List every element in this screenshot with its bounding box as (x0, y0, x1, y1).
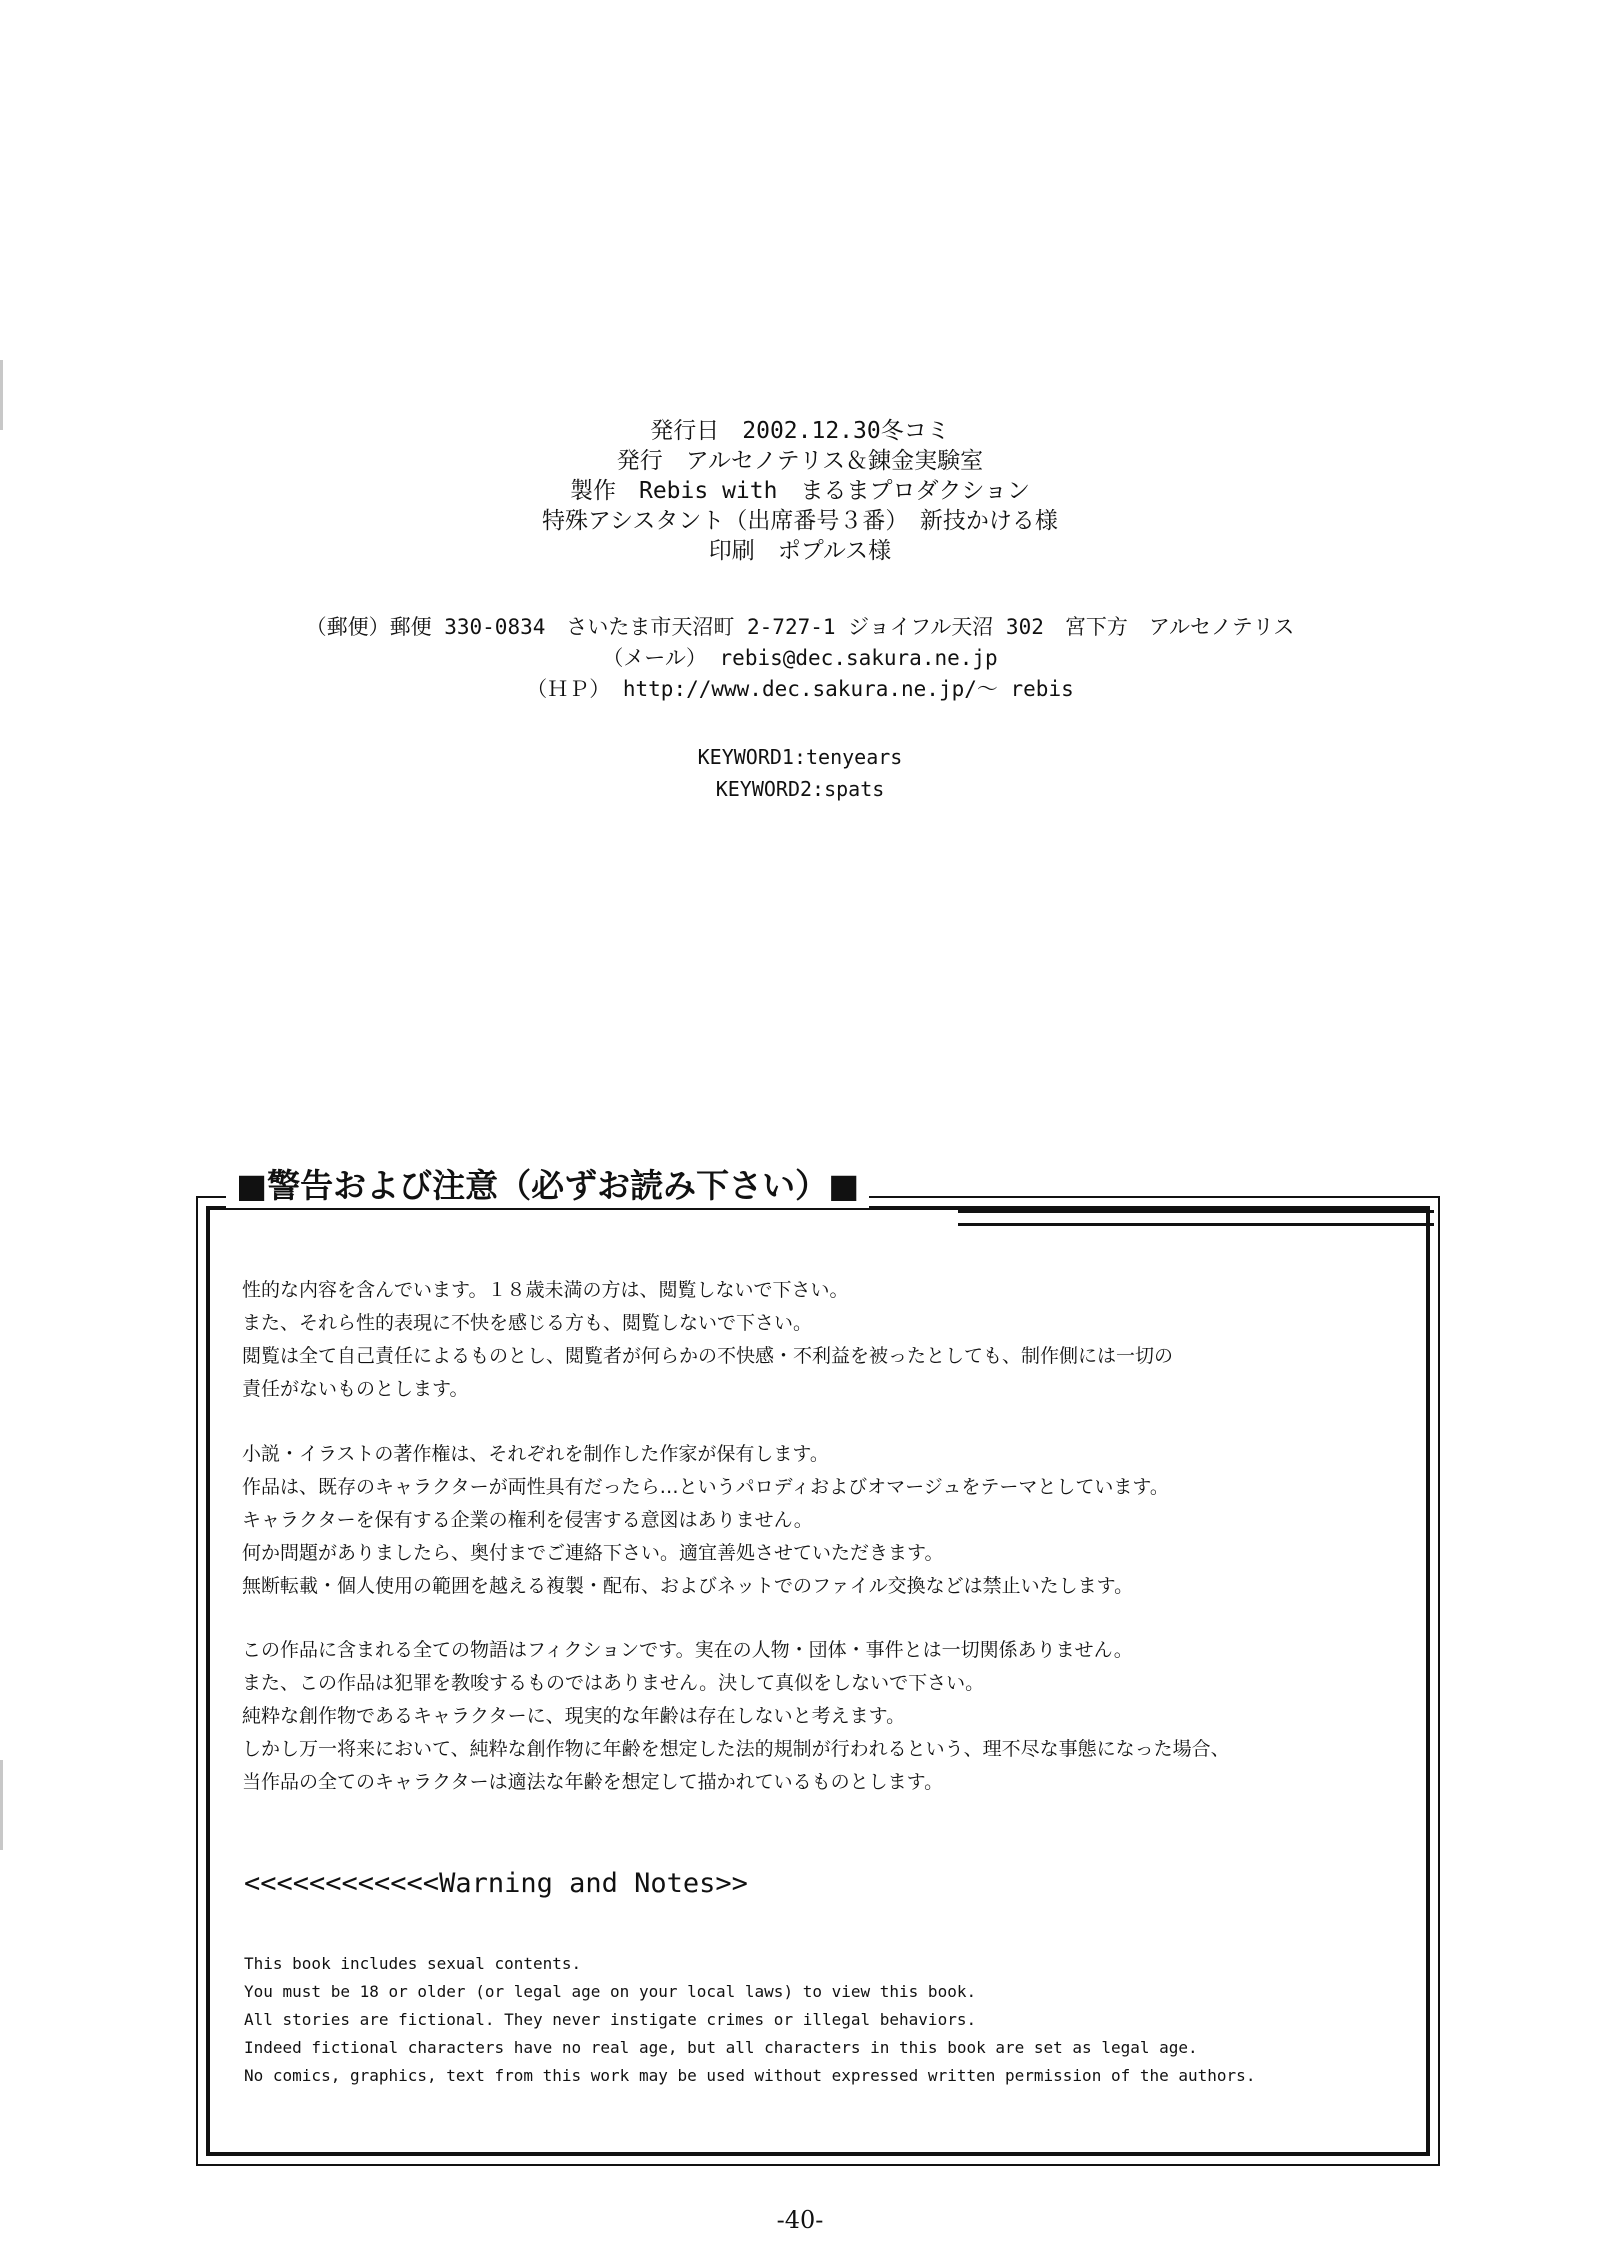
keywords (0, 741, 1600, 805)
warning-line: 無断転載・個人使用の範囲を越える複製・配布、およびネットでのファイル交換などは禁止いたします。 (242, 1575, 1134, 1597)
warning-line: 小説・イラストの著作権は、それぞれを制作した作家が保有します。 (242, 1443, 829, 1465)
warning-heading: ■警告および注意（必ずお読み下さい）■ (226, 1164, 869, 1208)
heading-double-rule (958, 1210, 1434, 1226)
english-warning-line: This book includes sexual contents. (244, 1954, 582, 1973)
email-address: （メール） rebis@dec.sakura.ne.jp (602, 646, 998, 670)
page-number: -40- (776, 2206, 824, 2234)
contact-info (0, 612, 1600, 705)
colophon-publisher: 発行 アルセノテリス＆錬金実験室 (616, 448, 984, 474)
keyword-1: KEYWORD1:tenyears (697, 745, 903, 769)
warning-line: また、この作品は犯罪を教唆するものではありません。決して真似をしないで下さい。 (242, 1672, 985, 1694)
colophon (0, 416, 1600, 566)
english-warning-line: All stories are fictional. They never instigate crimes or illegal behaviors. (244, 2010, 977, 2029)
warning-box (196, 1166, 1440, 2166)
warning-line: 性的な内容を含んでいます。１８歳未満の方は、閲覧しないで下さい。 (242, 1279, 849, 1301)
warning-line: 作品は、既存のキャラクターが両性具有だったら…というパロディおよびオマージュをテーマとしています。 (242, 1476, 1169, 1498)
english-warning-line: No comics, graphics, text from this work may be used without expressed written permission of the authors. (244, 2066, 1256, 2085)
warning-paragraph-3 (242, 1634, 1392, 1799)
keyword-2: KEYWORD2:spats (715, 777, 885, 801)
warning-line: 何か問題がありましたら、奥付までご連絡下さい。適宜善処させていただきます。 (242, 1542, 944, 1564)
colophon-printer: 印刷 ポプルス様 (708, 538, 892, 564)
warning-paragraph-1 (242, 1274, 1392, 1406)
warning-line: 当作品の全てのキャラクターは適法な年齢を想定して描かれているものとします。 (242, 1771, 944, 1793)
homepage-url: （ＨＰ） http://www.dec.sakura.ne.jp/～ rebis (526, 677, 1074, 701)
warning-line: 責任がないものとします。 (242, 1378, 469, 1400)
warning-line: しかし万一将来において、純粋な創作物に年齢を想定した法的規制が行われるという、理不尽な事態になった場合、 (242, 1738, 1230, 1760)
warning-line: この作品に含まれる全ての物語はフィクションです。実在の人物・団体・事件とは一切関係ありません。 (242, 1639, 1133, 1661)
warning-line: 閲覧は全て自己責任によるものとし、閲覧者が何らかの不快感・不利益を被ったとしても、制作側には一切の (242, 1345, 1174, 1367)
warning-line: また、それら性的表現に不快を感じる方も、閲覧しないで下さい。 (242, 1312, 813, 1334)
warning-line: キャラクターを保有する企業の権利を侵害する意図はありません。 (242, 1509, 813, 1531)
english-warning-heading: <<<<<<<<<<<<Warning and Notes>> (244, 1868, 748, 1899)
scan-edge-mark (0, 1760, 3, 1850)
english-warning-text (244, 1950, 1404, 2090)
warning-line: 純粋な創作物であるキャラクターに、現実的な年齢は存在しないと考えます。 (242, 1705, 906, 1727)
colophon-assistant: 特殊アシスタント（出席番号３番） 新技かける様 (542, 508, 1058, 534)
postal-address: （郵便）郵便 330-0834 さいたま市天沼町 2-727-1 ジョイフル天沼 302 宮下方 アルセノテリス (305, 615, 1295, 639)
english-warning-line: Indeed fictional characters have no real age, but all characters in this book are set as legal age. (244, 2038, 1198, 2057)
warning-paragraph-2 (242, 1438, 1392, 1603)
colophon-date: 発行日 2002.12.30冬コミ (650, 418, 950, 444)
english-warning-line: You must be 18 or older (or legal age on your local laws) to view this book. (244, 1982, 977, 2001)
colophon-production: 製作 Rebis with まるまプロダクション (569, 478, 1030, 504)
